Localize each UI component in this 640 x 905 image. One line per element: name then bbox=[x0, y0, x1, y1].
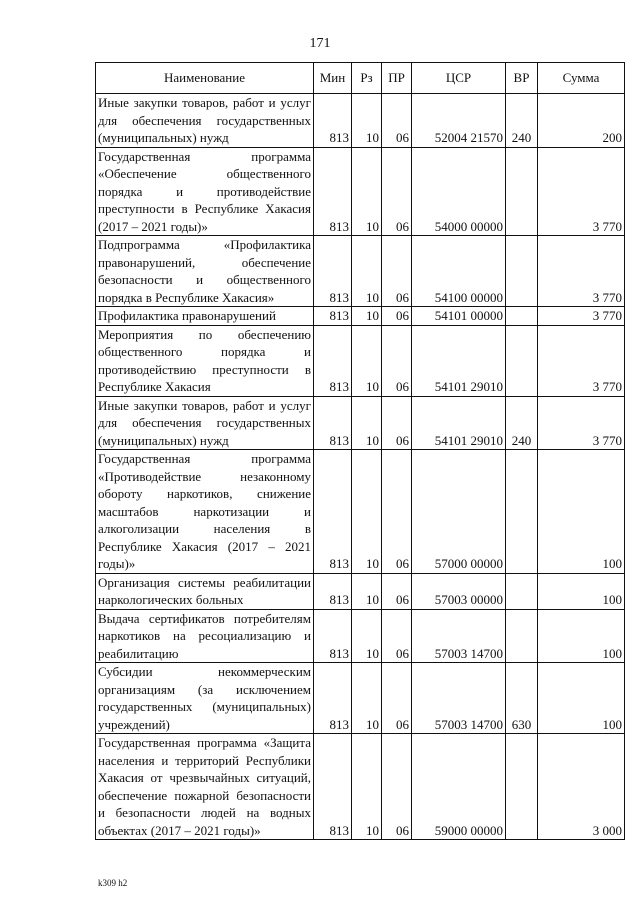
cell-rz: 10 bbox=[352, 236, 382, 307]
cell-csr: 54101 29010 bbox=[412, 396, 506, 450]
cell-pr: 06 bbox=[382, 609, 412, 663]
cell-min: 813 bbox=[314, 147, 352, 236]
cell-name: Государственная программа «Защита населения и территорий Республики Хакасия от чрезвычайных ситуаций, обеспечение пожарной безопасности и безопасности людей на водных объектах (2017 – 2021 годы)» bbox=[96, 734, 314, 840]
cell-pr: 06 bbox=[382, 573, 412, 609]
cell-min: 813 bbox=[314, 94, 352, 148]
cell-name: Мероприятия по обеспечению общественного порядка и противодействию преступности в Республике Хакасия bbox=[96, 325, 314, 396]
cell-min: 813 bbox=[314, 609, 352, 663]
cell-sum: 100 bbox=[538, 573, 625, 609]
cell-min: 813 bbox=[314, 307, 352, 326]
cell-pr: 06 bbox=[382, 236, 412, 307]
cell-vr: 240 bbox=[506, 94, 538, 148]
cell-min: 813 bbox=[314, 663, 352, 734]
cell-rz: 10 bbox=[352, 396, 382, 450]
table-row bbox=[96, 734, 625, 840]
cell-pr: 06 bbox=[382, 396, 412, 450]
column-header-vr: ВР bbox=[506, 63, 538, 94]
cell-name: Выдача сертификатов потребителям наркотиков на ресоциализацию и реабилитацию bbox=[96, 609, 314, 663]
column-header-pr: ПР bbox=[382, 63, 412, 94]
cell-vr bbox=[506, 450, 538, 574]
cell-rz: 10 bbox=[352, 609, 382, 663]
cell-name: Профилактика правонарушений bbox=[96, 307, 314, 326]
cell-min: 813 bbox=[314, 396, 352, 450]
table-row bbox=[96, 325, 625, 396]
cell-vr: 240 bbox=[506, 396, 538, 450]
footer-code: k309 h2 bbox=[98, 878, 128, 888]
cell-pr: 06 bbox=[382, 663, 412, 734]
cell-pr: 06 bbox=[382, 147, 412, 236]
cell-pr: 06 bbox=[382, 450, 412, 574]
cell-min: 813 bbox=[314, 236, 352, 307]
cell-rz: 10 bbox=[352, 325, 382, 396]
cell-rz: 10 bbox=[352, 573, 382, 609]
table-body bbox=[96, 94, 625, 840]
cell-vr bbox=[506, 307, 538, 326]
cell-name: Субсидии некоммерческим организациям (за исключением государственных (муниципальных) учреждений) bbox=[96, 663, 314, 734]
cell-sum: 3 770 bbox=[538, 147, 625, 236]
cell-name: Иные закупки товаров, работ и услуг для обеспечения государственных (муниципальных) нужд bbox=[96, 396, 314, 450]
cell-pr: 06 bbox=[382, 325, 412, 396]
table-row bbox=[96, 236, 625, 307]
cell-name: Государственная программа «Противодействие незаконному обороту наркотиков, снижение масштабов наркотизации и алкоголизации населения в Республике Хакасия (2017 – 2021 годы)» bbox=[96, 450, 314, 574]
column-header-min: Мин bbox=[314, 63, 352, 94]
table-row bbox=[96, 573, 625, 609]
cell-csr: 54100 00000 bbox=[412, 236, 506, 307]
cell-rz: 10 bbox=[352, 307, 382, 326]
cell-sum: 3 770 bbox=[538, 307, 625, 326]
cell-min: 813 bbox=[314, 325, 352, 396]
cell-vr: 630 bbox=[506, 663, 538, 734]
cell-vr bbox=[506, 609, 538, 663]
page-number: 171 bbox=[309, 36, 331, 51]
column-header-rz: Рз bbox=[352, 63, 382, 94]
cell-sum: 3 770 bbox=[538, 325, 625, 396]
cell-vr bbox=[506, 325, 538, 396]
table-row bbox=[96, 147, 625, 236]
cell-vr bbox=[506, 573, 538, 609]
cell-csr: 59000 00000 bbox=[412, 734, 506, 840]
cell-vr bbox=[506, 734, 538, 840]
cell-name: Организация системы реабилитации наркологических больных bbox=[96, 573, 314, 609]
table-row bbox=[96, 396, 625, 450]
cell-vr bbox=[506, 147, 538, 236]
cell-sum: 3 770 bbox=[538, 236, 625, 307]
table-row bbox=[96, 450, 625, 574]
cell-csr: 57003 14700 bbox=[412, 609, 506, 663]
cell-csr: 57003 14700 bbox=[412, 663, 506, 734]
column-header-sum: Сумма bbox=[538, 63, 625, 94]
cell-sum: 200 bbox=[538, 94, 625, 148]
cell-min: 813 bbox=[314, 450, 352, 574]
table-row bbox=[96, 609, 625, 663]
budget-table bbox=[95, 62, 625, 840]
cell-sum: 100 bbox=[538, 609, 625, 663]
table-row bbox=[96, 663, 625, 734]
cell-min: 813 bbox=[314, 734, 352, 840]
cell-rz: 10 bbox=[352, 450, 382, 574]
column-header-csr: ЦСР bbox=[412, 63, 506, 94]
cell-csr: 57003 00000 bbox=[412, 573, 506, 609]
cell-name: Государственная программа «Обеспечение общественного порядка и противодействие преступности в Республике Хакасия (2017 – 2021 годы)» bbox=[96, 147, 314, 236]
cell-sum: 3 000 bbox=[538, 734, 625, 840]
cell-min: 813 bbox=[314, 573, 352, 609]
cell-csr: 54000 00000 bbox=[412, 147, 506, 236]
cell-csr: 57000 00000 bbox=[412, 450, 506, 574]
cell-csr: 52004 21570 bbox=[412, 94, 506, 148]
cell-sum: 100 bbox=[538, 663, 625, 734]
cell-sum: 100 bbox=[538, 450, 625, 574]
cell-pr: 06 bbox=[382, 307, 412, 326]
cell-rz: 10 bbox=[352, 663, 382, 734]
cell-name: Иные закупки товаров, работ и услуг для обеспечения государственных (муниципальных) нужд bbox=[96, 94, 314, 148]
cell-csr: 54101 00000 bbox=[412, 307, 506, 326]
cell-rz: 10 bbox=[352, 734, 382, 840]
cell-vr bbox=[506, 236, 538, 307]
cell-sum: 3 770 bbox=[538, 396, 625, 450]
cell-pr: 06 bbox=[382, 94, 412, 148]
cell-csr: 54101 29010 bbox=[412, 325, 506, 396]
header-row bbox=[96, 63, 625, 94]
cell-rz: 10 bbox=[352, 94, 382, 148]
cell-name: Подпрограмма «Профилактика правонарушений, обеспечение безопасности и общественного порядка в Республике Хакасия» bbox=[96, 236, 314, 307]
cell-pr: 06 bbox=[382, 734, 412, 840]
column-header-name: Наименование bbox=[96, 63, 314, 94]
cell-rz: 10 bbox=[352, 147, 382, 236]
table-row bbox=[96, 94, 625, 148]
table-row bbox=[96, 307, 625, 326]
